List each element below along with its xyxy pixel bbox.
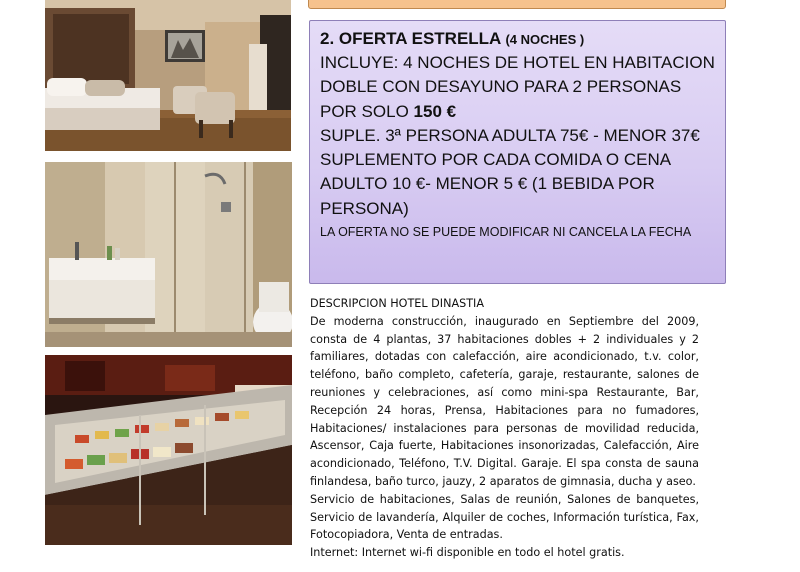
offer-title-main: 2. OFERTA ESTRELLA	[320, 29, 501, 48]
offer-line-price	[320, 100, 725, 124]
offer-title	[320, 28, 725, 51]
offer-price: 150 €	[413, 101, 457, 121]
offer-line-person: PERSONA)	[320, 198, 409, 218]
offer-line-supplement-meal: SUPLEMENTO POR CADA COMIDA O CENA	[320, 150, 672, 170]
offer-box	[309, 20, 726, 284]
offer-note: LA OFERTA NO SE PUEDE MODIFICAR NI CANCELA LA FECHA	[320, 225, 692, 240]
description-title: DESCRIPCION HOTEL DINASTIA	[310, 297, 484, 310]
offer-line-room: DOBLE CON DESAYUNO PARA 2 PERSONAS	[320, 77, 682, 97]
previous-offer-banner	[308, 0, 726, 9]
offer-price-prefix: POR SOLO	[320, 101, 414, 121]
hotel-room-photo	[45, 0, 291, 151]
buffet-photo	[45, 355, 292, 545]
offer-title-nights: (4 NOCHES )	[505, 32, 585, 47]
offer-line-adult-child: ADULTO 10 €- MENOR 5 € (1 BEBIDA POR	[320, 174, 655, 194]
description-paragraph: De moderna construcción, inaugurado en Septiembre del 2009, consta de 4 plantas, 37 habitaciones dobles + 2 individuales y 2 familiares, dotadas con calefacción, aire acondicionado, t.v. color, teléfono, baño completo, cafetería, garaje, restaurante, salones de reuniones y celebraciones, así como mini-spa Restaurante, Bar, Recepción 24 horas, Prensa, Habitaciones para no fumadores, Habitaciones/ instalaciones para personas de movilidad reducida, Ascensor, Caja fuerte, Habitaciones insonorizadas, Calefacción, Aire acondicionado, Teléfono, T.V. Digital. Garaje. El spa consta de sauna finlandesa, baño turco, jauzy, 2 aparatos de gimnasia, ducha y aseo.	[310, 314, 699, 488]
offer-line-includes: INCLUYE: 4 NOCHES DE HOTEL EN HABITACION	[320, 53, 715, 72]
hotel-description	[310, 295, 699, 562]
bathroom-photo	[45, 162, 292, 347]
offer-line-supplement-person: SUPLE. 3ª PERSONA ADULTA 75€ - MENOR 37€	[320, 125, 700, 145]
description-internet: Internet: Internet wi-fi disponible en todo el hotel gratis.	[310, 546, 625, 560]
description-services: Servicio de habitaciones, Salas de reunión, Salones de banquetes, Servicio de lavandería, Alquiler de coches, Información turística, Fax, Fotocopiadora, Venta de entradas.	[310, 492, 699, 542]
